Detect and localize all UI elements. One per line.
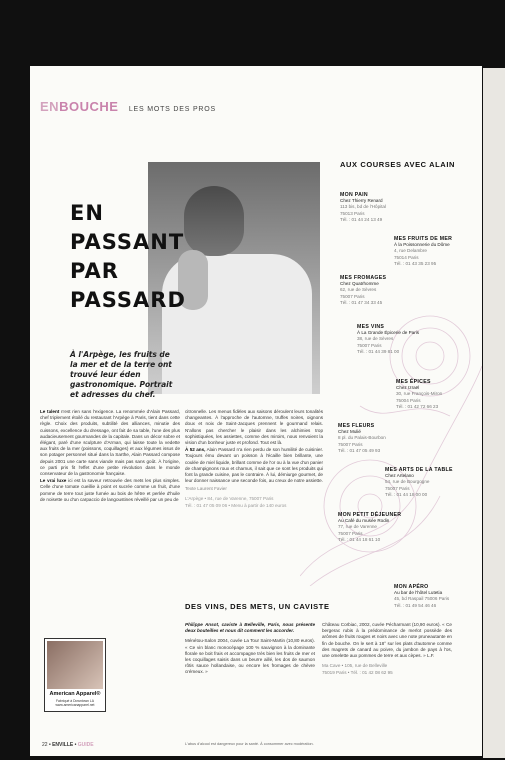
shop-category: MON PAIN <box>340 192 368 198</box>
shop-listing <box>340 275 386 306</box>
wine-intro: Philippe Ansot, caviste à Belleville, Paris, nous présente deux bouteilles et nous dit comment les accorder. <box>185 622 315 634</box>
ad-photo <box>47 641 103 689</box>
sidebar-title: AUX COURSES AVEC ALAIN <box>340 160 456 169</box>
section-header <box>40 98 216 116</box>
paragraph-text: ici est la saveur retrouvée des mets les plus simples. Celle d'une tomate cueillie à point et sucrée comme un fruit, d'une pomme de terre tout juste fumée au bois de hêtre et perlée d'huile de noisette ou d'un carpaccio de langoustines réveillé par un peu de <box>40 478 181 502</box>
shop-listing <box>338 423 386 454</box>
shop-phone: Tél. : 01 44 18 61 10 <box>338 536 381 542</box>
chef-head-shape <box>184 186 244 256</box>
shop-address: 62, rue de Sèvres <box>340 287 377 293</box>
shop-category: MES ÉPICES <box>396 379 431 385</box>
shop-name: Chez Artelano <box>385 473 414 479</box>
shop-phone: Tél. : 01 49 54 46 46 <box>394 602 437 608</box>
shop-address: 75004 Paris <box>396 397 421 403</box>
shop-address: 75013 Paris <box>340 210 365 216</box>
paragraph <box>40 409 180 477</box>
shop-address: 30, rue François-Miron <box>396 391 443 397</box>
shop-category: MES FLEURS <box>338 423 375 429</box>
shop-category: MES FRUITS DE MER <box>394 236 453 242</box>
shop-address: 54, rue de Bourgogne <box>385 479 430 485</box>
shop-address: 45, bd Raspail 75006 Paris <box>394 596 450 602</box>
article-lede: À l'Arpège, les fruits de la mer et de la terre ont trouvé leur éden gastronomique. Portrait et adresses du chef. <box>70 350 173 399</box>
caviste-phone: 75019 Paris • Tél. : 01 42 08 62 95 <box>322 670 393 676</box>
page-footer <box>42 742 94 748</box>
magazine-page <box>30 66 482 756</box>
wine-review-2: Château Corbiac, 2002, cuvée Pécharmant (10,90 euros). « Ce bergerac rubis à la prédominance de merlot possède des arômes de fruits rouges et noirs avec une note pruneautante en fin de bouche. On le sert à 18° sur les plats d'automne comme des magrets de canard au poivre, du jambon de pays à l'os, une omelette aux pommes de terre et aux cèpes. » L.F. <box>322 622 452 659</box>
shop-name: Chez Thierry Renard <box>340 198 383 204</box>
shop-name: Au Café du musée Rodin <box>338 518 390 524</box>
section-label-en: EN <box>40 99 60 114</box>
paragraph-text: Alain Passard n'a rien perdu de son humilité de cuisinier. Toujours ému devant un poisson à l'écaille bien brillante, une coulée de miel liquide, brillant comme de l'or ou à la vue d'un panier de champignons roux et charnus, il sait que ce sont les produits qui font la grande cuisine, pas le contraire. À lui, démiurge gourmet, de leur donner naissance une seconde fois, au creux de notre assiette. <box>185 447 324 484</box>
paragraph-text: citronnelle. Les menus fidèles aux saisons déroulent leurs tonalités changeantes. À l'approche de l'automne, truffes noires, oignons doux et noix de Saint-Jacques prennent le gourmand relais. N'allons pas chercher le plaisir dans les alchimies trop sophistiquées, les assiettes, comme des miroirs, nous renvoient la vision d'un bonheur juste et profond. Tout est là. <box>185 409 323 446</box>
title-line: PASSARD <box>70 288 186 312</box>
shop-name: À La Grande Épicerie de Paris <box>357 330 420 336</box>
article-column-1 <box>40 409 180 504</box>
shop-address: 75007 Paris <box>338 530 363 536</box>
footer-section: GUIDE <box>77 742 94 748</box>
shop-category: MON APÉRO <box>394 584 429 590</box>
shop-category: MES FROMAGES <box>340 275 387 281</box>
shop-address: 75007 Paris <box>340 293 365 299</box>
article-title <box>70 199 186 315</box>
shop-listing <box>394 584 449 609</box>
shop-address: 113 bis, bd de l'Hôpital <box>340 204 386 210</box>
shop-phone: Tél. : 01 44 39 81 00 <box>357 348 400 354</box>
shop-name: Au bar de l'hôtel Lutetia <box>394 590 443 596</box>
shop-address: 75014 Paris <box>394 254 419 260</box>
shop-phone: Tél. : 01 42 72 66 23 <box>396 403 439 409</box>
paragraph-lead: À 52 ans, <box>185 447 206 453</box>
wine-column-2 <box>322 622 452 678</box>
caviste-address: Ma Cave • 105, rue de Belleville <box>322 663 388 669</box>
wine-column-1 <box>185 622 315 677</box>
shop-category: MES ARTS DE LA TABLE <box>385 467 453 473</box>
shop-address: 8 pl. du Palais-Bourbon <box>338 435 386 441</box>
shop-phone: Tél. : 01 44 18 00 00 <box>385 491 428 497</box>
ad-tagline: Fabriqué à Downtown LA www.americanapparel.net <box>55 699 95 707</box>
shop-name: À la Poissonnerie du Dôme <box>394 242 450 248</box>
shop-category: MES VINS <box>357 324 385 330</box>
shop-listing <box>338 512 401 543</box>
shop-phone: Tél. : 01 47 05 49 93 <box>338 447 381 453</box>
title-line: EN <box>70 201 104 225</box>
shop-listing <box>357 324 419 355</box>
shop-category: MON PETIT DÉJEUNER <box>338 512 402 518</box>
next-page-edge <box>483 68 505 758</box>
shop-listing <box>340 192 386 223</box>
section-subtitle: LES MOTS DES PROS <box>128 106 216 113</box>
american-apparel-ad[interactable] <box>44 638 106 712</box>
restaurant-phone: Tél. : 01 47 05 09 06 • Menu à partir de 140 euros <box>185 502 287 508</box>
shop-phone: Tél. : 01 43 35 23 95 <box>394 260 437 266</box>
shop-address: 75007 Paris <box>385 485 410 491</box>
article-credit: Texte Laurent Favier <box>185 486 227 492</box>
shop-address: 75007 Paris <box>357 342 382 348</box>
title-line: PAR <box>70 259 119 283</box>
shop-phone: Tél. : 01 47 34 33 45 <box>340 299 383 305</box>
ad-brand: American Apparel® <box>49 691 101 697</box>
shop-listing <box>394 236 452 267</box>
page-number: 22 <box>42 742 48 748</box>
wine-review-1: Ménétou-Salon 2004, cuvée La Tour Saint-Martin (10,80 euros). « Ce vin blanc monocépage 100 % sauvignon à la dominante florale se boit frais et accompagne très bien les fruits de mer et les coquillages saisis dans un beurre aillé, les dos de saumon rôtis sauce hollandaise, ou encore les fromages de chèvre crémeux. » <box>185 638 315 675</box>
paragraph-text: n'est rien sans l'exigence. La renommée d'Alain Passard, chef triplement étoilé du restaurant l'Arpège à Paris, tient dans cette règle. Choix des produits, subtilité des alliances, minutie des cuissons, excellence du dressage, ont fait de sa table, l'une des plus audacieusement gourmandes de la capitale. Dans un décor sobre et élégant, paré d'une sculpture d'Arman, qui laisse toute la vedette aux fruits de la mer (poissons, coquillages) et aux légumes issus de son potager personnel situé dans la Sarthe, Alain Passard compose depuis 2001 une carte sans viande mais pas sans goût. À l'origine, ce parti pris fit l'effet d'une petite révolution dans le monde conservateur de la gastronomie française. <box>40 409 181 477</box>
section-label-bouche: BOUCHE <box>59 99 119 114</box>
magazine-name: • ENVILLE • <box>48 742 77 748</box>
wine-section-title: DES VINS, DES METS, UN CAVISTE <box>185 602 330 611</box>
shop-listing <box>396 379 442 410</box>
shop-name: Chez Mulié <box>338 429 361 435</box>
shop-address: 77, rue de Varenne <box>338 524 377 530</box>
shop-address: 75007 Paris <box>338 441 363 447</box>
shop-address: 4, rue Delambre <box>394 248 427 254</box>
restaurant-address: L'Arpège • 84, rue de Varenne, 75007 Paris <box>185 495 274 501</box>
paragraph-lead: Le vrai luxe <box>40 478 67 484</box>
shop-name: Chez Quatrhomme <box>340 281 379 287</box>
shop-address: 38, rue de Sèvres <box>357 336 394 342</box>
paragraph-lead: Le talent <box>40 409 60 414</box>
shop-listing <box>385 467 453 498</box>
shop-name: Chez Izraël <box>396 385 420 391</box>
alcohol-disclaimer: L'abus d'alcool est dangereux pour la santé. À consommer avec modération. <box>185 742 314 746</box>
paragraph <box>40 478 180 503</box>
shop-phone: Tél. : 01 44 24 13 49 <box>340 216 383 222</box>
title-line: PASSANT <box>70 230 185 254</box>
